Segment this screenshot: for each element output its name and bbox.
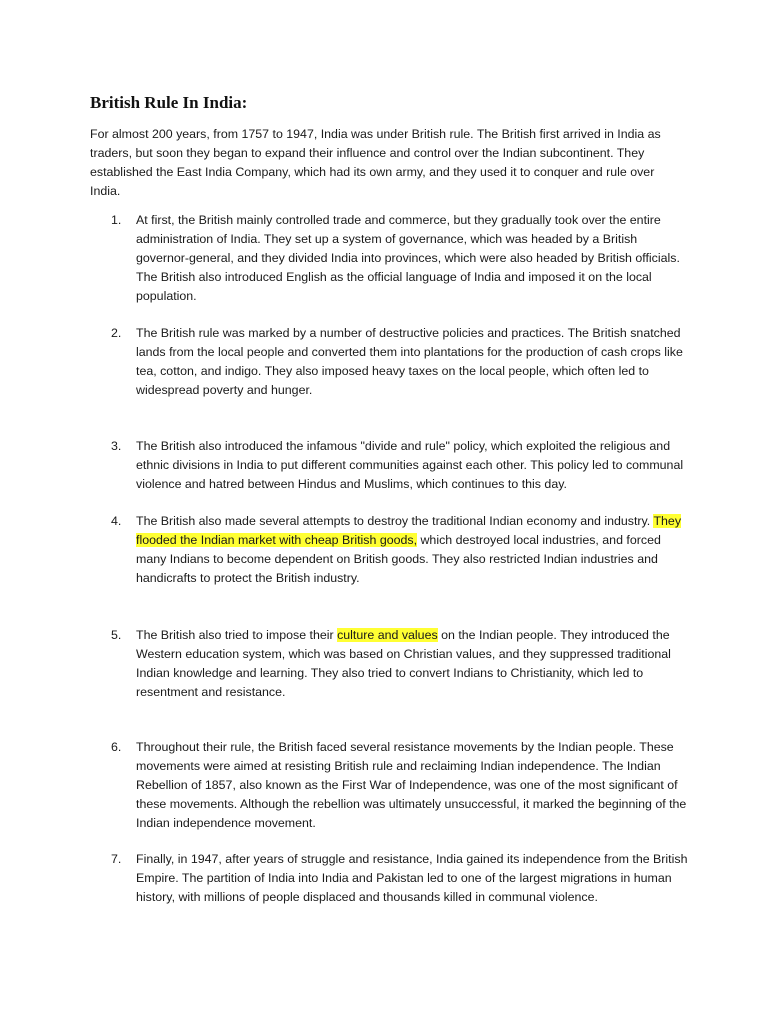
item-text-before: The British also introduced the infamous "divide and rule" policy, which exploited the religious and ethnic divisions in India to put different communities against each other. This policy led to communal violence and hatred between Hindus and Muslims, which continues to this day. xyxy=(136,439,684,491)
list-item-text xyxy=(136,211,692,306)
list-item-text xyxy=(136,850,692,907)
list-item-text xyxy=(136,626,692,702)
item-text-before: The British rule was marked by a number of destructive policies and practices. The British snatched lands from the local people and converted them into plantations for the production of cash crops like tea, cotton, and indigo. They also imposed heavy taxes on the local people, which often led to widespread poverty and hunger. xyxy=(136,326,683,397)
highlighted-text: They flooded the Indian market with cheap British goods, xyxy=(136,514,682,547)
item-text-after: on the Indian people. They introduced the Western education system, which was based on Christian values, and they suppressed traditional Indian knowledge and learning. They also tried to convert Indians to Christianity, which led to resentment and resistance. xyxy=(136,628,671,699)
item-text-before: The British also made several attempts to destroy the traditional Indian economy and industry. xyxy=(136,514,654,528)
list-item-number: 4. xyxy=(111,514,122,528)
item-text-before: Throughout their rule, the British faced several resistance movements by the Indian people. These movements were aimed at resisting British rule and reclaiming Indian independence. The Indian Rebellion of 1857, also known as the First War of Independence, was one of the most significant of these movements. Although the rebellion was ultimately unsuccessful, it marked the beginning of the Indian independence movement. xyxy=(136,740,687,830)
item-text-before: The British also tried to impose their xyxy=(136,628,338,642)
list-item-text xyxy=(136,324,692,400)
list-item-number: 2. xyxy=(111,326,122,340)
list-item-text xyxy=(136,437,692,494)
intro-paragraph: For almost 200 years, from 1757 to 1947, India was under British rule. The British first arrived in India as traders, but soon they began to expand their influence and control over the Indian subcontinent. They established the East India Company, which had its own army, and they used it to conquer and rule over India. xyxy=(90,127,661,198)
document-title: British Rule In India: xyxy=(90,93,248,112)
list-item-text xyxy=(136,738,692,833)
list-item-text xyxy=(136,512,692,588)
list-item-number: 7. xyxy=(111,852,122,866)
list-item-number: 5. xyxy=(111,628,122,642)
list-item-number: 3. xyxy=(111,439,122,453)
item-text-before: Finally, in 1947, after years of struggle and resistance, India gained its independence from the British Empire. The partition of India into India and Pakistan led to one of the largest migrations in human history, with millions of people displaced and thousands killed in communal violence. xyxy=(136,852,688,904)
item-text-before: At first, the British mainly controlled trade and commerce, but they gradually took over the entire administration of India. They set up a system of governance, which was headed by a British governor-general, and they divided India into provinces, which were also headed by British officials. The British also introduced English as the official language of India and imposed it on the local population. xyxy=(136,213,680,303)
highlighted-text: culture and values xyxy=(337,628,438,642)
list-item-number: 6. xyxy=(111,740,122,754)
item-text-after: which destroyed local industries, and forced many Indians to become dependent on British goods. They also restricted Indian industries and handicrafts to protect the British industry. xyxy=(136,533,661,585)
list-item-number: 1. xyxy=(111,213,122,227)
